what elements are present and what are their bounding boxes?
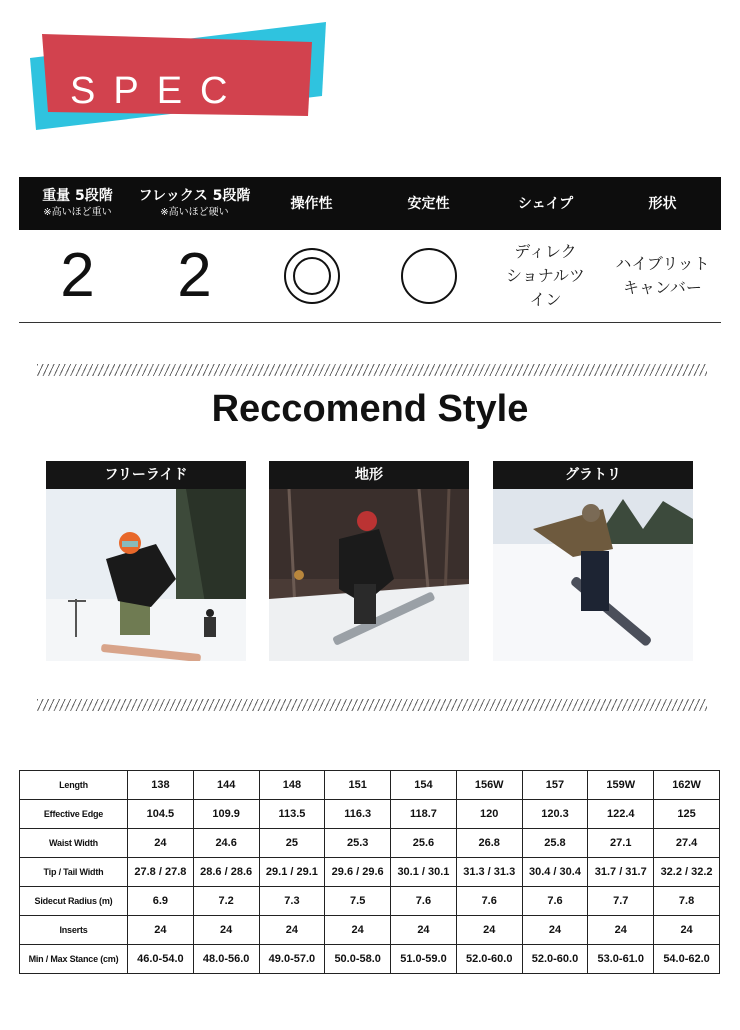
style-card-terrain (269, 461, 469, 661)
header-main: 形状 (648, 195, 677, 212)
size-cell: 29.1 / 29.1 (259, 858, 325, 887)
size-cell: 159W (588, 771, 654, 800)
size-cell: 32.2 / 32.2 (654, 858, 720, 887)
size-cell: 25.3 (325, 829, 391, 858)
size-cell: 31.7 / 31.7 (588, 858, 654, 887)
style-card-groundtrick (493, 461, 693, 661)
size-cell: 28.6 / 28.6 (193, 858, 259, 887)
size-cell: 122.4 (588, 800, 654, 829)
size-cell: 138 (128, 771, 194, 800)
size-cell: 162W (654, 771, 720, 800)
size-cell: 27.1 (588, 829, 654, 858)
size-cell: 6.9 (128, 887, 194, 916)
size-cell: 46.0-54.0 (128, 945, 194, 974)
size-cell: 48.0-56.0 (193, 945, 259, 974)
style-label: 地形 (269, 461, 469, 489)
header-main: フレックス 5段階 (138, 188, 251, 204)
size-cell: 27.8 / 27.8 (128, 858, 194, 887)
spec-value-weight (19, 241, 136, 310)
header-main: シェイプ (517, 195, 574, 212)
groundtrick-photo (493, 489, 693, 661)
size-cell: 148 (259, 771, 325, 800)
header-sub: ※高いほど硬い (160, 207, 229, 218)
size-cell: 109.9 (193, 800, 259, 829)
size-cell: 118.7 (391, 800, 457, 829)
style-label: グラトリ (493, 461, 693, 489)
size-row-label: Effective Edge (20, 800, 128, 829)
size-cell: 154 (391, 771, 457, 800)
size-cell: 51.0-59.0 (391, 945, 457, 974)
size-cell: 24 (588, 916, 654, 945)
spec-value-profile (604, 252, 721, 300)
header-main: 安定性 (407, 195, 450, 212)
weight-value: 2 (60, 241, 95, 310)
size-cell: 24 (128, 829, 194, 858)
spec-header-flex (136, 187, 253, 220)
spec-title: SPEC (70, 70, 246, 112)
size-row-label: Sidecut Radius (m) (20, 887, 128, 916)
spec-value-row (19, 230, 721, 323)
profile-value: ハイブリット キャンバー (615, 254, 710, 297)
size-cell: 24 (522, 916, 588, 945)
terrain-photo (269, 489, 469, 661)
size-row (20, 829, 720, 858)
freeride-photo (46, 489, 246, 661)
size-cell: 156W (456, 771, 522, 800)
size-cell: 25.6 (391, 829, 457, 858)
flex-value: 2 (177, 241, 212, 310)
size-cell: 24.6 (193, 829, 259, 858)
size-cell: 7.8 (654, 887, 720, 916)
size-row-label: Length (20, 771, 128, 800)
size-cell: 53.0-61.0 (588, 945, 654, 974)
spec-header-weight (19, 187, 136, 220)
size-cell: 120 (456, 800, 522, 829)
spec-value-stability (370, 246, 487, 306)
size-cell: 7.6 (391, 887, 457, 916)
size-cell: 24 (193, 916, 259, 945)
size-cell: 7.2 (193, 887, 259, 916)
shape-value: ディレク ショナルツ イン (506, 242, 585, 309)
size-cell: 7.5 (325, 887, 391, 916)
size-cell: 54.0-62.0 (654, 945, 720, 974)
size-cell: 157 (522, 771, 588, 800)
spec-value-flex (136, 241, 253, 310)
circle-icon (399, 246, 459, 306)
spec-header-shape (487, 195, 604, 213)
size-cell: 24 (325, 916, 391, 945)
size-cell: 52.0-60.0 (456, 945, 522, 974)
size-cell: 120.3 (522, 800, 588, 829)
size-cell: 116.3 (325, 800, 391, 829)
size-row (20, 858, 720, 887)
header-sub: ※高いほど重い (43, 207, 112, 218)
size-cell: 27.4 (654, 829, 720, 858)
spec-value-maneuverability (253, 246, 370, 306)
double-circle-icon (282, 246, 342, 306)
size-cell: 26.8 (456, 829, 522, 858)
size-cell: 24 (391, 916, 457, 945)
size-row (20, 800, 720, 829)
spec-banner (22, 18, 342, 138)
recommend-title: Reccomend Style (211, 388, 529, 430)
size-row-label: Tip / Tail Width (20, 858, 128, 887)
size-cell: 104.5 (128, 800, 194, 829)
size-row (20, 887, 720, 916)
size-row (20, 916, 720, 945)
style-label: フリーライド (46, 461, 246, 489)
size-cell: 151 (325, 771, 391, 800)
header-main: 操作性 (290, 195, 333, 212)
spec-header-profile (604, 195, 721, 213)
size-cell: 113.5 (259, 800, 325, 829)
size-cell: 52.0-60.0 (522, 945, 588, 974)
spec-header-stability (370, 195, 487, 213)
size-cell: 144 (193, 771, 259, 800)
spec-value-shape (487, 240, 604, 312)
size-cell: 7.6 (456, 887, 522, 916)
size-cell: 24 (456, 916, 522, 945)
spec-header-maneuverability (253, 195, 370, 213)
size-row-label: Waist Width (20, 829, 128, 858)
size-cell: 7.3 (259, 887, 325, 916)
size-cell: 29.6 / 29.6 (325, 858, 391, 887)
size-cell: 50.0-58.0 (325, 945, 391, 974)
spec-header-row (19, 177, 721, 230)
size-row (20, 945, 720, 974)
size-cell: 24 (128, 916, 194, 945)
style-card-freeride (46, 461, 246, 661)
size-row-label: Min / Max Stance (cm) (20, 945, 128, 974)
size-row-length (20, 771, 720, 800)
header-main: 重量 5段階 (42, 188, 113, 204)
size-cell: 24 (259, 916, 325, 945)
slash-divider (37, 699, 707, 711)
size-cell: 7.7 (588, 887, 654, 916)
size-cell: 25 (259, 829, 325, 858)
size-cell: 25.8 (522, 829, 588, 858)
spec-table (19, 177, 721, 323)
size-chart-table (19, 770, 720, 974)
size-cell: 30.4 / 30.4 (522, 858, 588, 887)
size-cell: 24 (654, 916, 720, 945)
size-cell: 49.0-57.0 (259, 945, 325, 974)
slash-divider (37, 364, 707, 376)
size-cell: 31.3 / 31.3 (456, 858, 522, 887)
size-row-label: Inserts (20, 916, 128, 945)
size-cell: 30.1 / 30.1 (391, 858, 457, 887)
size-cell: 125 (654, 800, 720, 829)
size-cell: 7.6 (522, 887, 588, 916)
